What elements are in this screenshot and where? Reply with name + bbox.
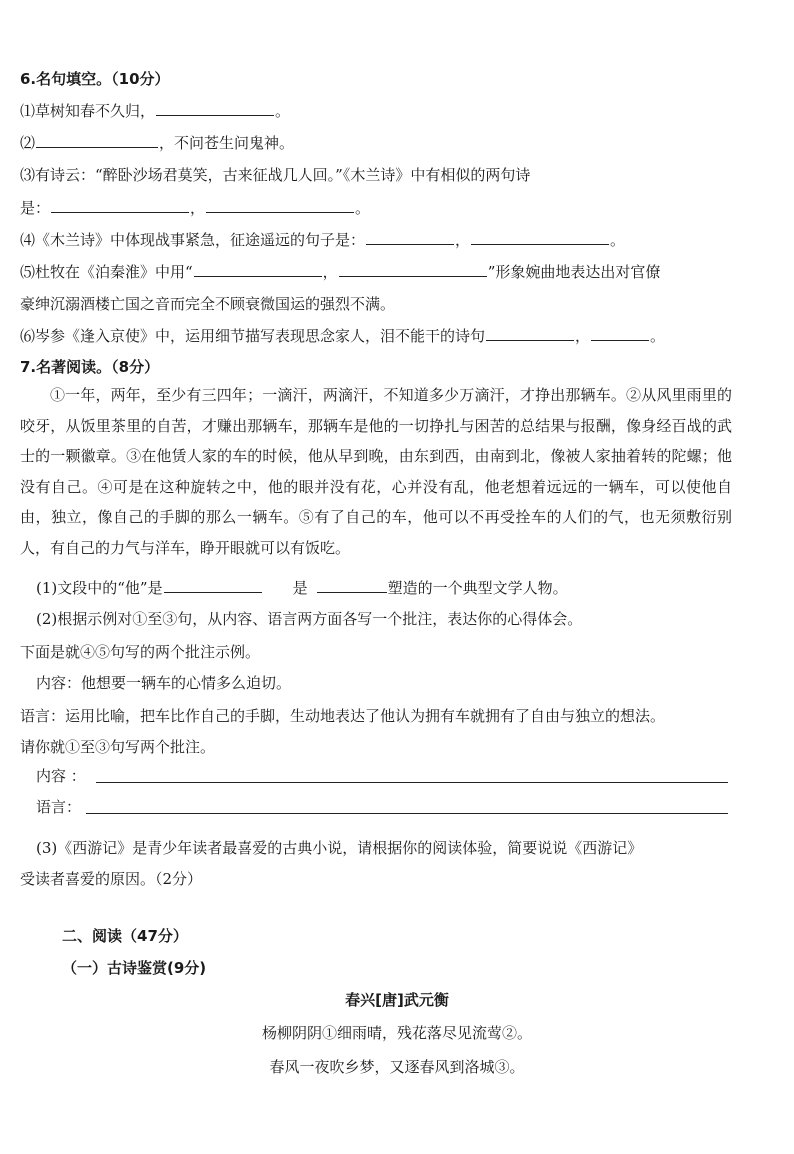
poem-line-1: 杨柳阴阴①细雨晴，残花落尽见流莺②。 [261,1024,532,1042]
q7-label-language: 语言： [36,798,82,816]
q6-item-1-text: ⑴草树知春不久归， [20,102,156,120]
q6-item-3-line2: 是： ， 。 [20,199,371,217]
answer-blank[interactable] [156,101,274,116]
q7-sub3-line1: (3)《西游记》是青少年读者最喜爱的古典小说，请根据你的阅读体验，简要说说《西游记》 [36,839,643,857]
q6-item-6: ⑹岑参《逢入京使》中，运用细节描写表现思念家人，泪不能干的诗句 ， 。 [20,327,666,345]
answer-blank[interactable] [317,578,387,593]
q6-item-2: ⑵ ，不问苍生问鬼神。 [20,134,295,152]
q6-item-3-line1: ⑶有诗云：“醉卧沙场君莫笑，古来征战几人回。”《木兰诗》中有相似的两句诗 [20,166,531,184]
answer-blank[interactable] [36,133,158,148]
q7-sub1: (1)文段中的“他”是 是 塑造的一个典型文学人物。 [36,579,568,597]
q6-item-4: ⑷《木兰诗》中体现战事紧急，征途遥远的句子是： ， 。 [20,231,626,249]
q7-title: 7.名著阅读。（8分） [20,358,160,376]
answer-blank[interactable] [591,326,649,341]
answer-blank[interactable] [366,230,454,245]
answer-blank[interactable] [164,578,262,593]
answer-blank[interactable] [339,262,487,277]
answer-line-content[interactable] [96,782,728,783]
q6-item-6-text: ⑹岑参《逢入京使》中，运用细节描写表现思念家人，泪不能干的诗句 [20,327,486,345]
part2-title: 二、阅读（47分） [62,927,188,945]
answer-line-language[interactable] [86,813,728,814]
q7-sub3-line2: 受读者喜爱的原因。（2分） [20,870,203,888]
part2-subtitle: （一）古诗鉴赏(9分) [62,959,207,977]
answer-blank[interactable] [206,198,354,213]
q6-title: 6.名句填空。（10分） [20,70,170,88]
q7-passage: ①一年，两年，至少有三四年；一滴汗，两滴汗，不知道多少万滴汗，才挣出那辆车。②从风里雨里的咬牙，从饭里茶里的自苦，才赚出那辆车，那辆车是他的一切挣扎与困苦的总结果与报酬，像身经百战的武士的一颗徽章。③在他赁人家的车的时候，他从早到晚，由东到西，由南到北，像被人家抽着转的陀螺；他没有自己。④可是在这种旋转之中，他的眼并没有花，心并没有乱，他老想着远远的一辆车，可以使他自由，独立，像自己的手脚的那么一辆车。⑤有了自己的车，他可以不再受拴车的人们的气，也无须敷衍别人，有自己的力气与洋车，睁开眼就可以有饭吃。 [20,386,732,557]
q6-item-4-text: ⑷《木兰诗》中体现战事紧急，征途遥远的句子是： [20,231,366,249]
poem-line-2: 春风一夜吹乡梦，又逐春风到洛城③。 [269,1058,525,1076]
answer-blank[interactable] [471,230,609,245]
q7-ask: 请你就①至③句写两个批注。 [20,738,216,756]
q7-example-intro: 下面是就④⑤句写的两个批注示例。 [20,643,261,661]
answer-blank[interactable] [51,198,189,213]
q6-item-5-line1: ⑸杜牧在《泊秦淮》中用“ ， ”形象婉曲地表达出对官僚 [20,263,661,281]
q6-item-2-text: 不问苍生问鬼神。 [174,134,295,152]
answer-blank[interactable] [194,262,322,277]
q7-sub2: (2)根据示例对①至③句，从内容、语言两方面各写一个批注，表达你的心得体会。 [36,610,583,628]
q7-example-content: 内容：他想要一辆车的心情多么迫切。 [36,674,292,692]
q7-example-language: 语言：运用比喻，把车比作自己的手脚，生动地表达了他认为拥有车就拥有了自由与独立的想法。 [20,707,666,725]
q6-item-1: ⑴草树知春不久归， 。 [20,102,291,120]
q7-label-content: 内容 ： [36,767,86,785]
poem-title: 春兴[唐]武元衡 [345,991,449,1009]
q6-item-5-line2: 豪绅沉溺酒楼亡国之音而完全不顾衰微国运的强烈不满。 [20,295,396,313]
answer-blank[interactable] [486,326,574,341]
